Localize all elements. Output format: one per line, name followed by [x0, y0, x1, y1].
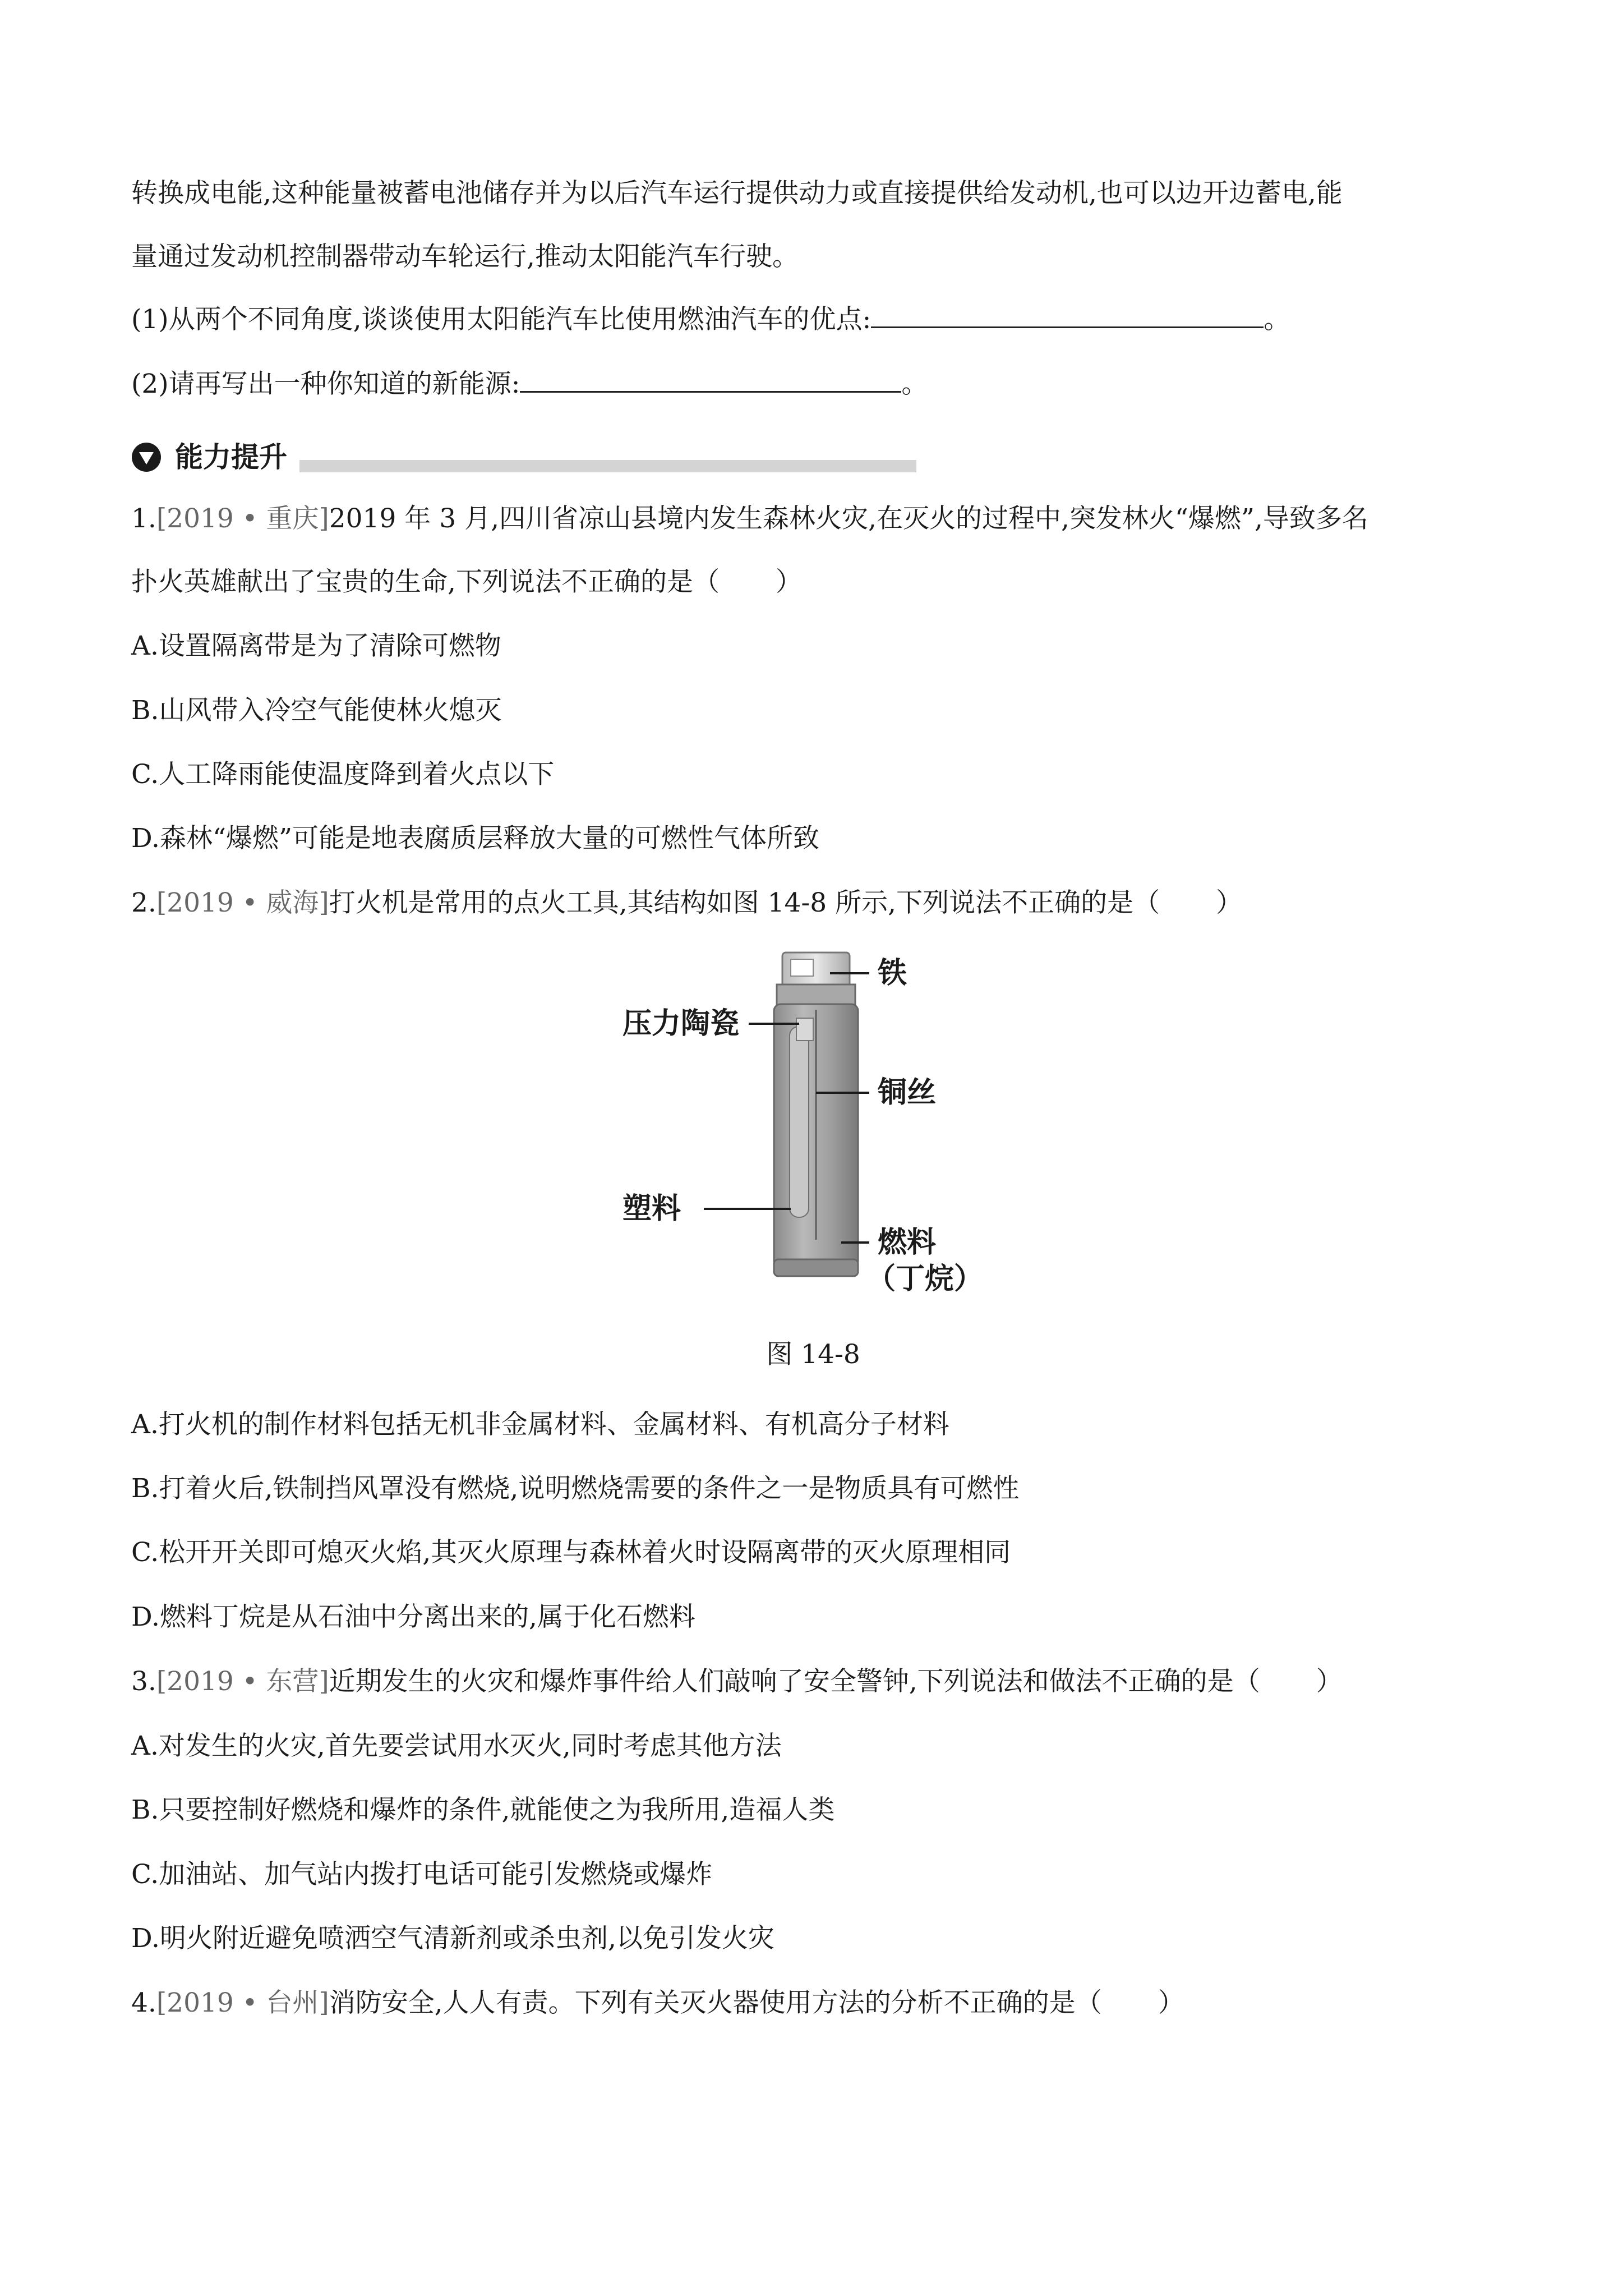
option: B.山风带入冷空气能使林火熄灭: [131, 695, 502, 726]
question-sub-2: [131, 367, 928, 401]
question-source: [2019 • 重庆]: [156, 503, 329, 534]
option: C.加油站、加气站内拨打电话可能引发燃烧或爆炸: [131, 1859, 713, 1890]
label-iron: 铁: [878, 956, 907, 990]
section-bar: [299, 460, 916, 472]
question-stem: 近期发生的火灾和爆炸事件给人们敲响了安全警钟,下列说法和做法不正确的是: [329, 1666, 1234, 1697]
section-title: 能力提升: [175, 441, 287, 473]
paren-open: （: [1075, 1987, 1102, 2018]
option: A.对发生的火灾,首先要尝试用水灭火,同时考虑其他方法: [131, 1731, 782, 1761]
question-1-stem-line-2: [131, 565, 802, 599]
question-number: 1.: [131, 503, 156, 534]
answer-blank-2[interactable]: [520, 369, 901, 393]
paren-close: ）: [1216, 887, 1243, 918]
question-1-stem-line-1: [131, 502, 1368, 536]
paren-close: ）: [1158, 1987, 1184, 2018]
label-butane: （丁烷）: [866, 1262, 984, 1296]
option: C.松开开关即可熄灭火焰,其灭火原理与森林着火时设隔离带的灭火原理相同: [131, 1537, 1011, 1568]
question-source: [2019 • 东营]: [156, 1666, 329, 1697]
question-4-stem-line-1: [131, 1986, 1184, 2020]
question-sub-1-text: (1)从两个不同角度,谈谈使用太阳能汽车比使用燃油汽车的优点:: [131, 304, 872, 335]
paren-close: ）: [775, 567, 802, 597]
question-number: 4.: [131, 1987, 156, 2018]
label-fuel: 燃料: [878, 1226, 937, 1259]
question-stem: 消防安全,人人有责。下列有关灭火器使用方法的分析不正确的是: [329, 1987, 1076, 2018]
question-sub-2-text: (2)请再写出一种你知道的新能源:: [131, 369, 520, 399]
question-stem: 打火机是常用的点火工具,其结构如图 14-8 所示,下列说法不正确的是: [329, 887, 1134, 918]
option: C.人工降雨能使温度降到着火点以下: [131, 759, 555, 790]
question-sub-1: [131, 303, 1290, 337]
period: 。: [901, 369, 928, 399]
figure-caption: 图 14-8: [766, 1339, 860, 1370]
option: B.只要控制好燃烧和爆炸的条件,就能使之为我所用,造福人类: [131, 1795, 835, 1825]
question-3-stem-line-1: [131, 1665, 1343, 1699]
paren-open: （: [1233, 1666, 1260, 1697]
option: D.明火附近避免喷洒空气清新剂或杀虫剂,以免引发火灾: [131, 1923, 774, 1954]
paren-open: （: [1133, 887, 1160, 918]
option: D.燃料丁烷是从石油中分离出来的,属于化石燃料: [131, 1602, 695, 1632]
question-stem: 2019 年 3 月,四川省凉山县境内发生森林火灾,在灭火的过程中,突发林火“爆燃”,导致多名: [329, 503, 1368, 534]
label-copper-wire: 铜丝: [878, 1076, 937, 1110]
lighter-figure: [606, 948, 1032, 1318]
label-pressure-ceramic: 压力陶瓷: [623, 1007, 740, 1041]
option: B.打着火后,铁制挡风罩没有燃烧,说明燃烧需要的条件之一是物质具有可燃性: [131, 1473, 1020, 1504]
question-stem: 扑火英雄献出了宝贵的生命,下列说法不正确的是: [131, 567, 693, 597]
answer-blank-1[interactable]: [871, 304, 1264, 328]
question-source: [2019 • 台州]: [156, 1987, 329, 2018]
option: A.打火机的制作材料包括无机非金属材料、金属材料、有机高分子材料: [131, 1409, 949, 1440]
question-number: 2.: [131, 887, 156, 918]
paren-close: ）: [1316, 1666, 1343, 1697]
option: D.森林“爆燃”可能是地表腐质层释放大量的可燃性气体所致: [131, 823, 820, 854]
section-triangle-icon: [131, 442, 162, 472]
intro-line-2: 量通过发动机控制器带动车轮运行,推动太阳能汽车行驶。: [131, 241, 799, 272]
question-2-stem-line-1: [131, 886, 1242, 920]
option: A.设置隔离带是为了清除可燃物: [131, 631, 501, 661]
period: 。: [1264, 304, 1290, 335]
label-plastic: 塑料: [623, 1192, 681, 1226]
intro-line-1: 转换成电能,这种能量被蓄电池储存并为以后汽车运行提供动力或直接提供给发动机,也可以边开边蓄电,能: [131, 178, 1343, 209]
question-number: 3.: [131, 1666, 156, 1697]
paren-open: （: [693, 567, 720, 597]
question-source: [2019 • 威海]: [156, 887, 329, 918]
